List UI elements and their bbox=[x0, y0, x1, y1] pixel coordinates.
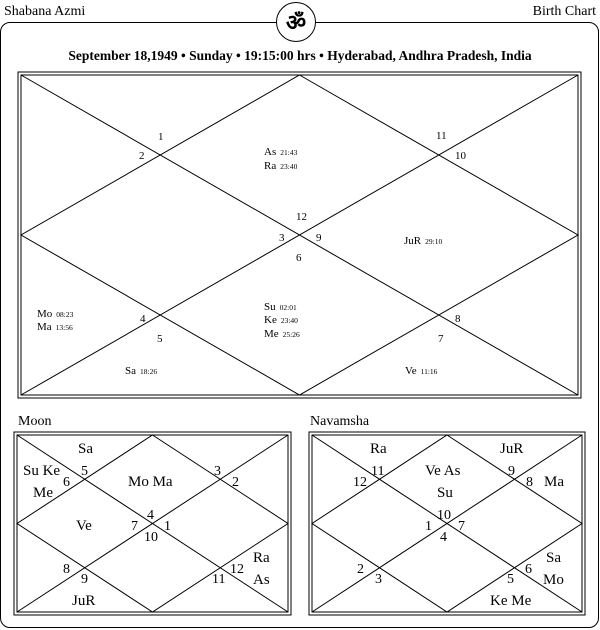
navamsha-planet: Su bbox=[437, 485, 453, 501]
moon-house-number: 10 bbox=[144, 530, 158, 545]
house-number-6: 6 bbox=[296, 252, 302, 264]
moon-chart-title: Moon bbox=[18, 414, 52, 429]
planet-ra: Ra 23:40 bbox=[264, 160, 298, 172]
moon-house-number: 5 bbox=[81, 464, 88, 479]
moon-house-number: 8 bbox=[63, 562, 70, 577]
navamsha-house-number: 9 bbox=[508, 464, 515, 479]
planet-jur: JuR 29:10 bbox=[404, 235, 443, 247]
birth-details: September 18,1949 • Sunday • 19:15:00 hrs • Hyderabad, Andhra Pradesh, India bbox=[68, 48, 532, 63]
navamsha-chart-title: Navamsha bbox=[310, 414, 370, 429]
native-name: Shabana Azmi bbox=[4, 4, 86, 19]
house-number-9: 9 bbox=[316, 232, 322, 244]
planet-mo: Mo 08:23 bbox=[37, 308, 74, 320]
navamsha-house-number: 2 bbox=[357, 562, 364, 577]
moon-house-number: 12 bbox=[230, 562, 244, 577]
house-number-5: 5 bbox=[157, 333, 163, 345]
navamsha-house-number: 11 bbox=[371, 464, 385, 479]
navamsha-house-number: 3 bbox=[375, 572, 382, 587]
moon-planet: Sa bbox=[78, 441, 93, 457]
navamsha-planet: Ve As bbox=[425, 463, 461, 479]
moon-planet: Mo Ma bbox=[128, 474, 173, 490]
moon-house-number: 9 bbox=[81, 572, 88, 587]
navamsha-house-number: 10 bbox=[437, 508, 451, 523]
navamsha-house-number: 8 bbox=[526, 475, 533, 490]
planet-as: As 21:43 bbox=[264, 146, 298, 158]
house-number-12: 12 bbox=[296, 211, 307, 223]
planet-ke: Ke 23:40 bbox=[264, 314, 298, 326]
navamsha-house-number: 4 bbox=[440, 530, 447, 545]
planet-su: Su 02:01 bbox=[264, 301, 297, 313]
navamsha-planet: JuR bbox=[500, 441, 524, 457]
navamsha-house-number: 12 bbox=[353, 475, 367, 490]
planet-ve: Ve 11:16 bbox=[405, 365, 438, 377]
planet-ma: Ma 13:56 bbox=[37, 321, 73, 333]
moon-house-number: 2 bbox=[232, 475, 239, 490]
navamsha-house-number: 1 bbox=[425, 519, 432, 534]
navamsha-planet: Mo bbox=[543, 572, 564, 588]
chart-title: Birth Chart bbox=[532, 4, 596, 19]
navamsha-planet: Ma bbox=[544, 474, 564, 490]
planet-me: Me 25:26 bbox=[264, 328, 300, 340]
moon-planet: Me bbox=[33, 485, 53, 501]
moon-house-number: 11 bbox=[212, 572, 226, 587]
house-number-8: 8 bbox=[455, 313, 461, 325]
moon-house-number: 3 bbox=[214, 464, 221, 479]
navamsha-planet: Ra bbox=[370, 441, 387, 457]
moon-house-number: 6 bbox=[63, 475, 70, 490]
om-icon: ॐ bbox=[276, 2, 316, 42]
navamsha-house-number: 5 bbox=[507, 572, 514, 587]
navamsha-house-number: 6 bbox=[525, 562, 532, 577]
navamsha-planet: Ke Me bbox=[490, 593, 532, 609]
navamsha-planet: Sa bbox=[546, 550, 561, 566]
house-number-4: 4 bbox=[140, 313, 146, 325]
moon-house-number: 7 bbox=[131, 519, 138, 534]
moon-house-number: 1 bbox=[164, 519, 171, 534]
moon-planet: Ra bbox=[253, 550, 270, 566]
house-number-3: 3 bbox=[279, 232, 285, 244]
moon-house-number: 4 bbox=[147, 508, 154, 523]
house-number-11: 11 bbox=[436, 130, 447, 142]
house-number-2: 2 bbox=[139, 150, 145, 162]
house-number-10: 10 bbox=[455, 150, 466, 162]
moon-planet: JuR bbox=[72, 593, 96, 609]
moon-planet: As bbox=[253, 572, 270, 588]
moon-planet: Su Ke bbox=[23, 463, 61, 479]
house-number-7: 7 bbox=[438, 333, 444, 345]
planet-sa: Sa 18:26 bbox=[125, 365, 158, 377]
moon-planet: Ve bbox=[76, 518, 92, 534]
navamsha-house-number: 7 bbox=[458, 519, 465, 534]
house-number-1: 1 bbox=[158, 131, 164, 143]
